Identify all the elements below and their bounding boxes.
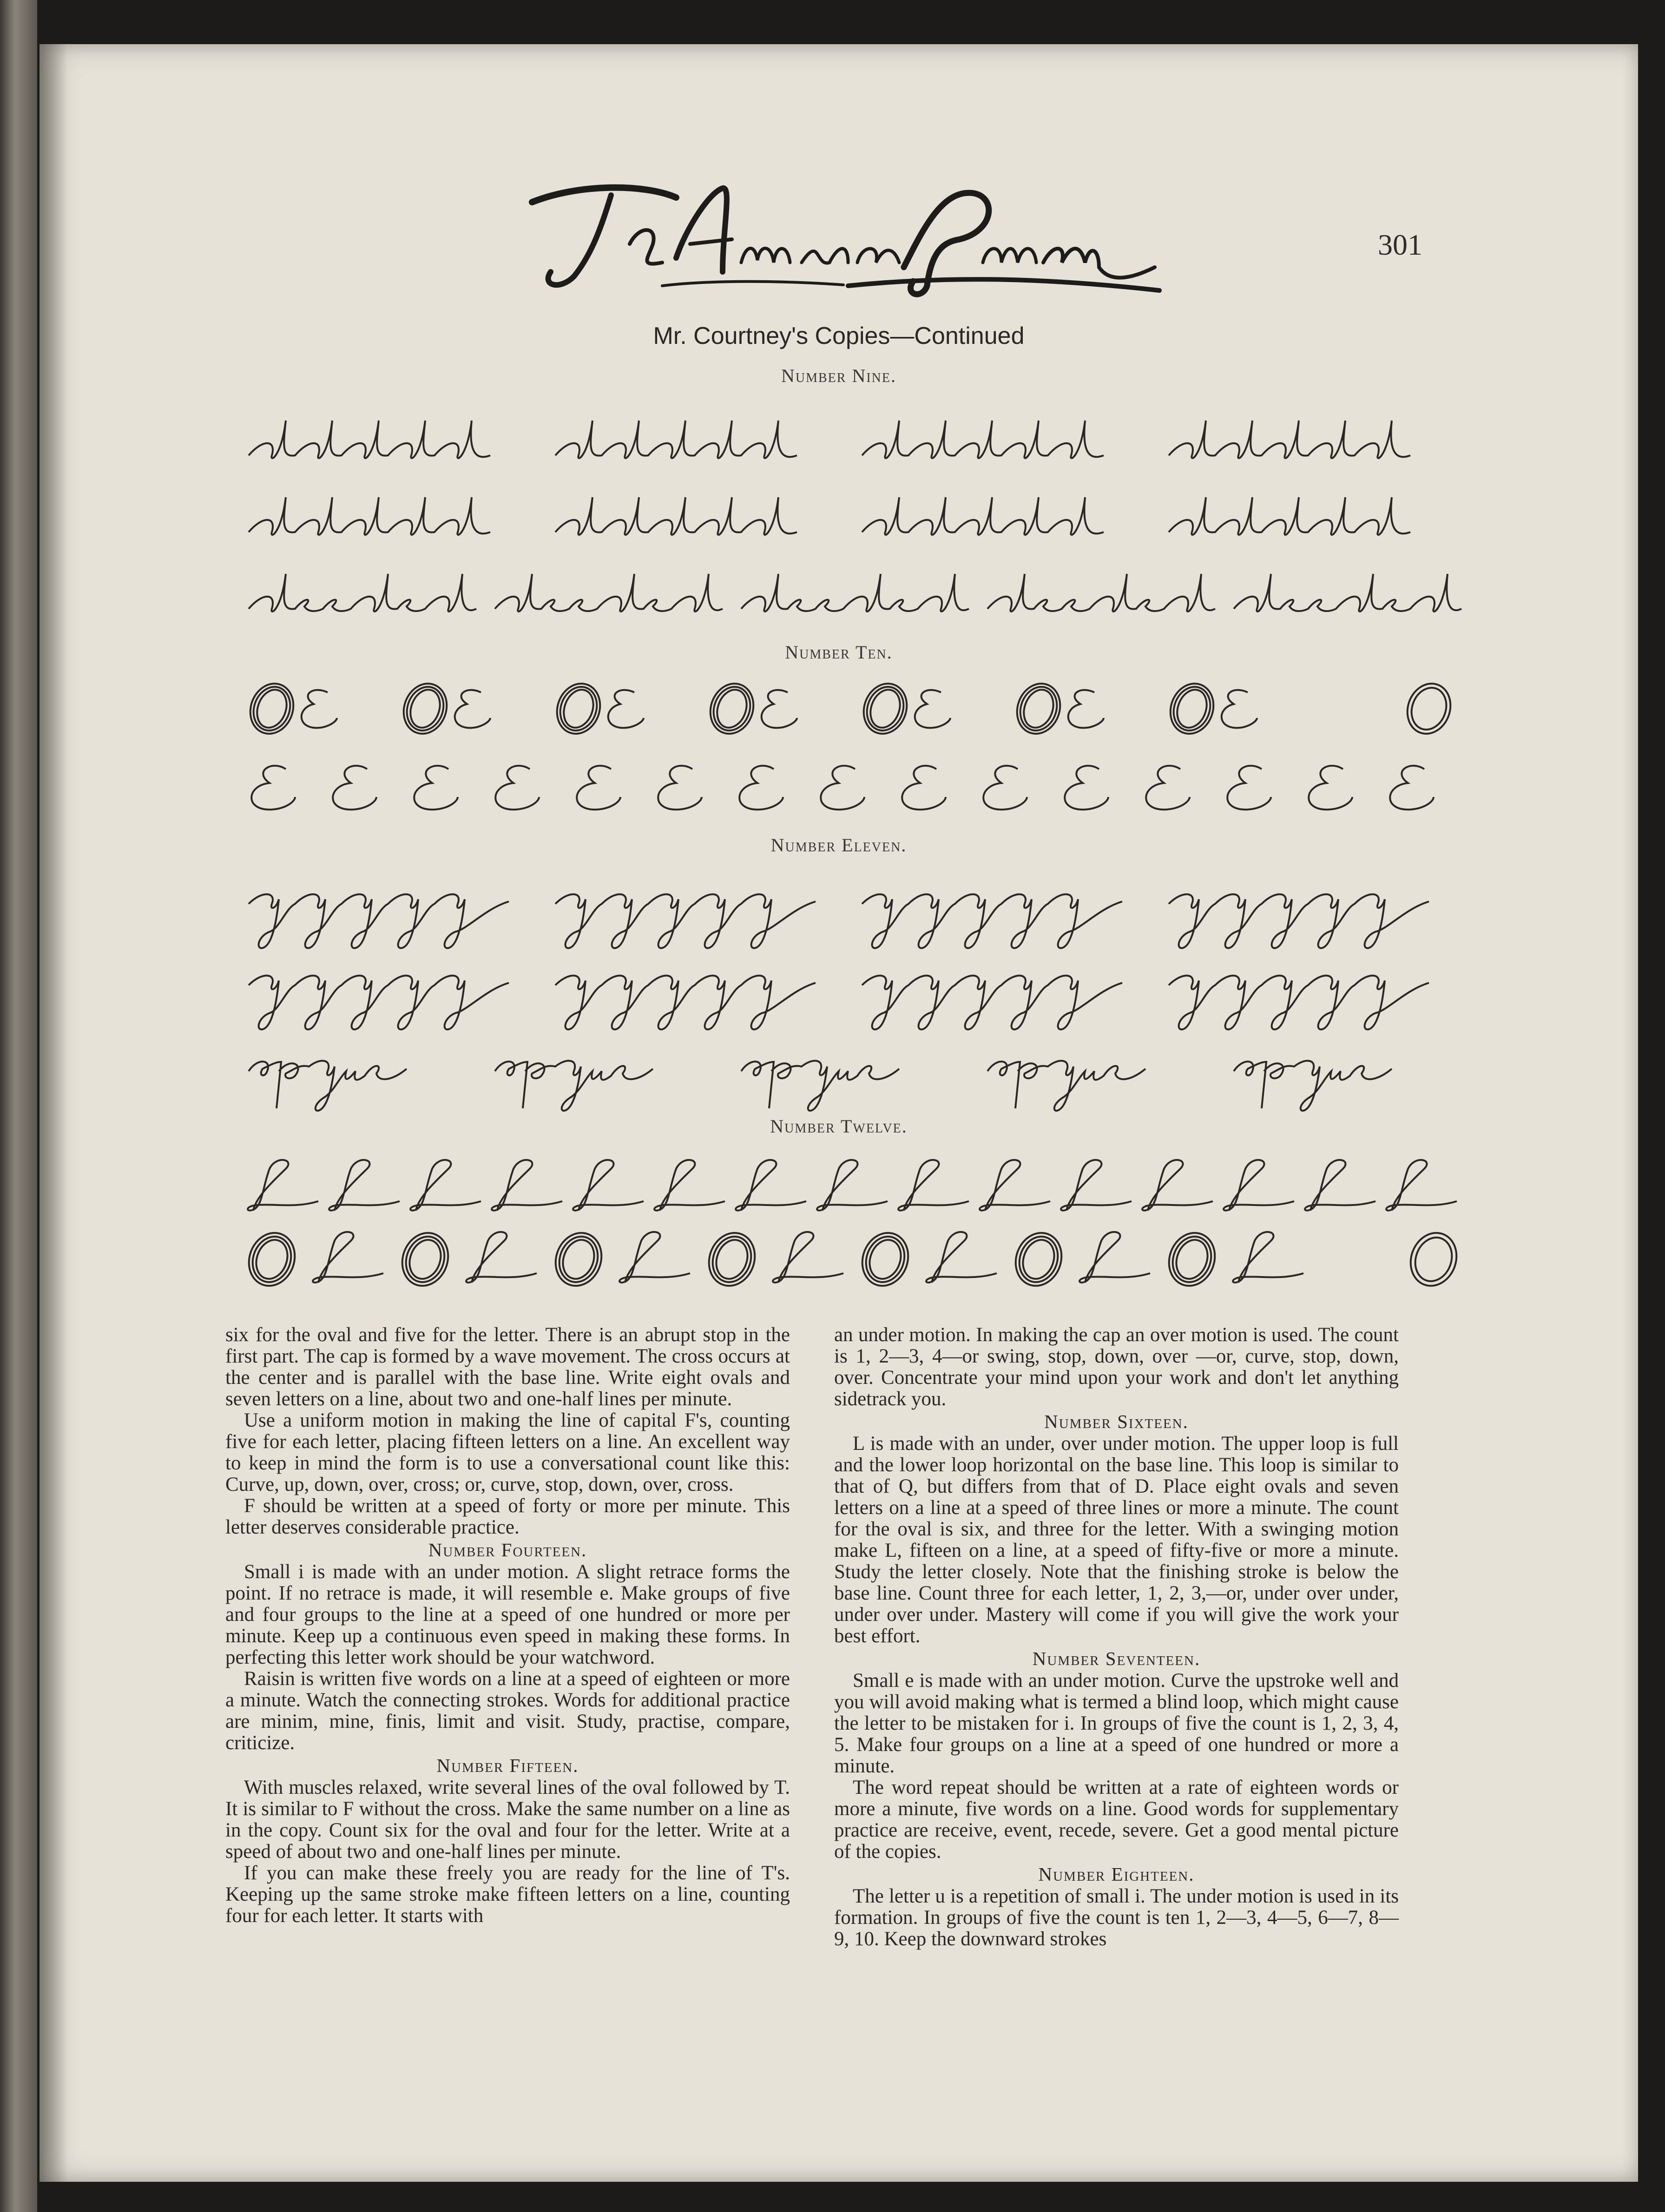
paragraph: F should be written at a speed of forty or more per minute. This letter deserves considerable practice. xyxy=(225,1495,790,1538)
paragraph: If you can make these freely you are ready for the line of T's. Keeping up the same stroke make fifteen letters on a line, counting four for each letter. It starts with xyxy=(225,1862,790,1927)
section-heading-number-fourteen: Number Fourteen. xyxy=(428,1539,587,1560)
copy-row-capital-l xyxy=(244,1155,1471,1220)
paragraph: L is made with an under, over under motion. The upper loop is full and the lower loop horizontal on the base line. This loop is similar to that of Q, but differs from that of D. Place eight ovals and seven letters on a line at a speed of three lines or more a minute. The count for the oval is six, and three for the letter. With a swinging motion make L, fifteen on a line, at a speed of fifty-five or more a minute. Study the letter closely. Note that the finishing stroke is below the base line. Count three for each letter, 1, 2, 3,—or, under over under, under over under. Mastery will come if you will give the work your best effort. xyxy=(834,1433,1399,1647)
section-heading-number-eleven: Number Eleven. xyxy=(770,835,907,856)
copy-row-capital-e xyxy=(244,757,1471,818)
copy-row-d-2 xyxy=(244,488,1471,548)
copy-row-deeded xyxy=(244,565,1471,625)
paragraph: The word repeat should be written at a rate of eighteen words or more a minute, five words on a line. Good words for supplementary practice are receive, event, recede, severe. Get a good mental picture of the copies. xyxy=(834,1777,1399,1863)
copy-row-oval-e xyxy=(244,676,1471,741)
copies-title: Mr. Courtney's Copies—Continued xyxy=(653,323,1025,349)
paragraph: six for the oval and five for the letter. There is an abrupt stop in the first part. The cap is formed by a wave movement. The cross occurs at the center and is parallel with the base line. Write eight ovals and seven letters on a line, about two and one-half lines per minute. xyxy=(225,1324,790,1410)
right-text-column xyxy=(834,1324,1399,1950)
copy-row-g-1 xyxy=(244,881,1471,955)
paragraph: The letter u is a repetition of small i. The under motion is used in its formation. In groups of five the count is ten 1, 2—3, 4—5, 6—7, 8—9, 10. Keep the downward strokes xyxy=(834,1885,1399,1950)
paragraph: With muscles relaxed, write several lines of the oval followed by T. It is similar to F without the cross. Make the same number on a line as in the copy. Count six for the oval and four for the letter. Write at a speed of about two and one-half lines per minute. xyxy=(225,1777,790,1863)
section-heading-number-sixteen: Number Sixteen. xyxy=(1044,1411,1189,1432)
paragraph: Small i is made with an under motion. A slight retrace forms the point. If no retrace is made, it will resemble e. Make groups of five and four groups to the line at a speed of one hundred or more per minute. Keep up a continuous even speed in making these forms. In perfecting this letter work should be your watchword. xyxy=(225,1561,790,1668)
paragraph: Small e is made with an under motion. Curve the upstroke well and you will avoid making what is termed a blind loop, which might cause the letter to be mistaken for i. In groups of five the count is 1, 2, 3, 4, 5. Make four groups on a line at a speed of one hundred or more a minute. xyxy=(834,1670,1399,1777)
section-heading-number-eighteen: Number Eighteen. xyxy=(1038,1863,1195,1885)
section-heading-number-nine: Number Nine. xyxy=(781,365,896,386)
section-heading-number-seventeen: Number Seventeen. xyxy=(1032,1648,1201,1669)
previous-page-edge xyxy=(0,0,37,2212)
copy-row-d-1 xyxy=(244,411,1471,472)
magazine-page xyxy=(39,44,1638,2182)
copy-row-oval-l xyxy=(244,1224,1471,1294)
masthead-logo xyxy=(523,174,1164,304)
section-heading-number-twelve: Number Twelve. xyxy=(770,1116,908,1137)
paragraph: Use a uniform motion in making the line of capital F's, counting five for each letter, placing fifteen letters on a line. An excellent way to keep in mind the form is to use a conversational count like this: Curve, up, down, over, cross; or, curve, stop, down, over, cross. xyxy=(225,1409,790,1495)
page-number: 301 xyxy=(1378,228,1422,261)
copy-row-g-2 xyxy=(244,962,1471,1036)
section-heading-number-ten: Number Ten. xyxy=(785,642,893,663)
section-heading-number-fifteen: Number Fifteen. xyxy=(436,1755,579,1776)
copy-row-opaque xyxy=(244,1043,1471,1118)
paragraph: Raisin is written five words on a line at a speed of eighteen or more a minute. Watch the connecting strokes. Words for additional practice are minim, mine, finis, limit and visit. Study, practise, compare, criticize. xyxy=(225,1668,790,1754)
paragraph: an under motion. In making the cap an over motion is used. The count is 1, 2—3, 4—or swing, stop, down, over —or, curve, stop, down, over. Concentrate your mind upon your work and don't let anything sidetrack you. xyxy=(834,1324,1399,1410)
left-text-column xyxy=(225,1324,790,1927)
